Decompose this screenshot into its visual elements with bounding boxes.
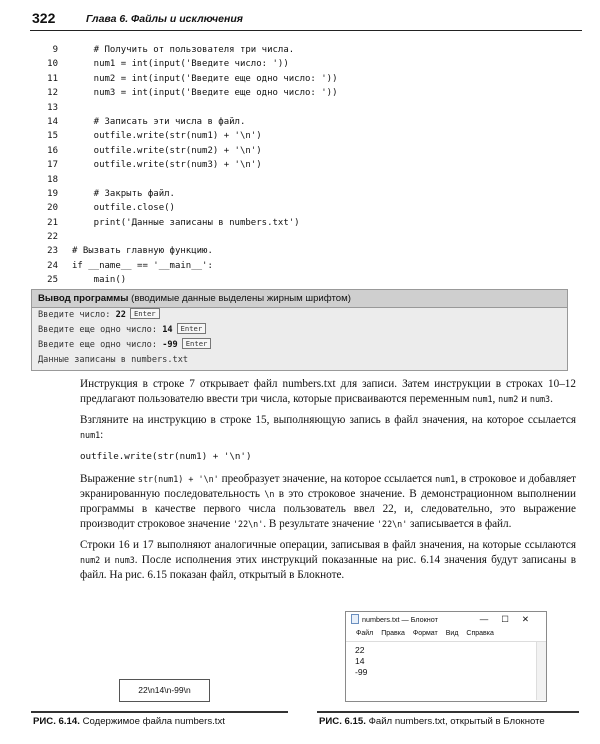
text-run: Строки 16 и 17 выполняют аналогичные операции, записывая в файл значения, на которые ссылаются — [80, 539, 576, 551]
inline-code: num3 — [529, 394, 551, 404]
code-line — [36, 144, 576, 158]
line-number: 11 — [47, 73, 58, 84]
inline-code: num1 — [472, 394, 493, 404]
text-run: Инструкция в строке 7 открывает файл numbers.txt для записи. Затем инструкции в строках 10–12 предлагают пользователю ввести три числа, которые присваиваются переменным — [80, 378, 576, 405]
text-run: Выражение — [80, 473, 138, 485]
output-line — [32, 323, 567, 338]
code-text: num3 = int(input('Введите еще одно число: ')) — [72, 88, 338, 99]
line-number: 15 — [47, 131, 58, 142]
code-line — [36, 259, 576, 273]
code-text: outfile.write(str(num3) + '\n') — [72, 160, 262, 171]
text-run: , в строковое и добавляет экранированную последовательность — [80, 473, 576, 500]
notepad-menu-item[interactable]: Вид — [445, 630, 459, 637]
code-text: # Закрыть файл. — [72, 188, 175, 199]
user-input: 14 — [162, 325, 173, 335]
notepad-menu-item[interactable]: Справка — [466, 630, 494, 637]
notepad-menu-item[interactable]: Формат — [412, 630, 438, 637]
caption-rule-614 — [31, 711, 288, 713]
notepad-menu-item[interactable]: Правка — [381, 630, 405, 637]
notepad-window — [345, 611, 547, 702]
inline-code: num1 — [80, 430, 101, 440]
text-run: в это строковое значение. В демонстрационном выполнении программы в качестве первого числа пользователь ввел 22, и, следовательно, это выражение производит строковое значение — [80, 488, 576, 530]
code-text: num1 = int(input('Введите число: ')) — [72, 59, 289, 70]
code-line — [36, 173, 576, 187]
line-number: 22 — [47, 232, 58, 243]
window-controls[interactable]: —☐✕ — [479, 614, 542, 624]
text-run: . В результате значение — [263, 518, 377, 530]
output-final-line: Данные записаны в numbers.txt — [38, 355, 189, 365]
program-output-title — [32, 290, 567, 308]
text-run: . После исполнения этих инструкций показанные на рис. 6.14 значения будут записаны в файл. На рис. 6.15 показан файл, открытый в Блокноте. — [80, 554, 576, 581]
line-number: 24 — [47, 260, 58, 271]
fig614-caption-text: Содержимое файла numbers.txt — [79, 716, 225, 727]
inline-code: num2 — [80, 555, 101, 565]
line-number: 17 — [47, 160, 58, 171]
code-text: # Записать эти числа в файл. — [72, 116, 246, 127]
file-contents-box: 22\n14\n-99\n — [119, 679, 210, 702]
line-number: 20 — [47, 203, 58, 214]
output-title-bold: Вывод программы — [38, 293, 129, 304]
code-text: if __name__ == '__main__': — [72, 260, 213, 271]
notepad-menu-item[interactable]: Файл — [356, 630, 374, 637]
inline-code: num2 — [498, 394, 519, 404]
notepad-title: numbers.txt — Блокнот — [362, 615, 438, 624]
code-line — [36, 158, 576, 172]
program-output-box — [31, 289, 568, 371]
enter-key-icon: Enter — [130, 308, 160, 319]
notepad-scrollbar[interactable] — [536, 642, 546, 700]
output-prompt: Введите число: — [38, 310, 116, 320]
code-line — [36, 129, 576, 143]
inline-code: \n — [264, 489, 275, 499]
code-sample: outfile.write(str(num1) + '\n') — [80, 451, 252, 462]
code-text: main() — [72, 275, 127, 286]
code-line — [36, 115, 576, 129]
enter-key-icon: Enter — [177, 323, 207, 334]
line-number: 13 — [47, 102, 58, 113]
line-number: 9 — [52, 45, 58, 55]
line-number: 12 — [47, 88, 58, 99]
code-text: outfile.close() — [72, 203, 175, 214]
code-text: num2 = int(input('Введите еще одно число: ')) — [72, 73, 338, 84]
code-listing — [36, 43, 576, 288]
text-run: записывается в файл. — [407, 518, 512, 530]
code-line — [36, 101, 576, 115]
code-text: # Вызвать главную функцию. — [72, 246, 213, 257]
code-line — [36, 57, 576, 71]
output-prompt: Введите еще одно число: — [38, 325, 163, 335]
chapter-title: Глава 6. Файлы и исключения — [86, 13, 243, 25]
page-number: 322 — [32, 10, 56, 26]
fig614-label: РИС. 6.14. — [33, 716, 80, 727]
figure-615-caption — [319, 716, 545, 727]
line-number: 18 — [47, 174, 58, 185]
inline-code: str(num1) + '\n' — [137, 474, 219, 484]
code-line — [36, 230, 576, 244]
line-number: 16 — [47, 145, 58, 156]
notepad-line: 14 — [355, 656, 365, 666]
code-line — [36, 244, 576, 258]
code-line — [36, 86, 576, 100]
code-line — [36, 216, 576, 230]
output-line — [32, 338, 567, 353]
inline-code: num1 — [435, 474, 456, 484]
caption-rule-615 — [317, 711, 579, 713]
code-line — [36, 72, 576, 86]
text-run: и — [100, 554, 115, 566]
code-line — [36, 187, 576, 201]
output-prompt: Введите еще одно число: — [38, 340, 163, 350]
line-number: 19 — [47, 188, 58, 199]
paragraph-1 — [80, 377, 576, 407]
inline-code: '22\n' — [233, 519, 264, 529]
fig615-label: РИС. 6.15. — [319, 716, 366, 727]
figure-614-caption — [33, 716, 225, 727]
inline-code: num3 — [114, 555, 135, 565]
text-run: . — [550, 393, 553, 405]
text-run: Взгляните на инструкцию в строке 15, выполняющую запись в файл значения, на которое ссылается — [80, 414, 576, 426]
text-run: и — [518, 393, 530, 405]
code-text: outfile.write(str(num1) + '\n') — [72, 131, 262, 142]
output-line — [32, 308, 567, 323]
code-text: outfile.write(str(num2) + '\n') — [72, 145, 262, 156]
notepad-icon — [351, 614, 359, 624]
enter-key-icon: Enter — [182, 338, 212, 349]
line-number: 14 — [47, 116, 58, 127]
code-line — [36, 43, 576, 57]
output-title-rest: (вводимые данные выделены жирным шрифтом) — [128, 293, 351, 304]
inline-code: '22\n' — [376, 519, 408, 529]
notepad-text-area[interactable] — [346, 642, 546, 700]
line-number: 10 — [47, 59, 58, 70]
body-text — [80, 377, 576, 589]
text-run: , — [492, 393, 499, 405]
notepad-titlebar — [346, 612, 546, 627]
fig615-caption-text: Файл numbers.txt, открытый в Блокноте — [365, 716, 545, 727]
code-text: print('Данные записаны в numbers.txt') — [72, 217, 300, 228]
line-number: 23 — [47, 246, 58, 257]
paragraph-4 — [80, 538, 576, 583]
line-number: 21 — [47, 217, 58, 228]
page-header — [30, 8, 582, 31]
code-line — [36, 273, 576, 287]
notepad-line: 22 — [355, 645, 365, 655]
notepad-line: -99 — [355, 667, 368, 677]
code-line — [36, 201, 576, 215]
text-run: преобразует значение, на которое ссылается — [218, 473, 436, 485]
paragraph-2 — [80, 413, 576, 443]
text-run: : — [100, 429, 104, 441]
paragraph-3 — [80, 472, 576, 532]
user-input: 22 — [115, 310, 126, 320]
notepad-menubar — [346, 627, 546, 642]
user-input: -99 — [162, 340, 178, 350]
line-number: 25 — [47, 275, 58, 286]
code-text: # Получить от пользователя три числа. — [72, 45, 295, 55]
